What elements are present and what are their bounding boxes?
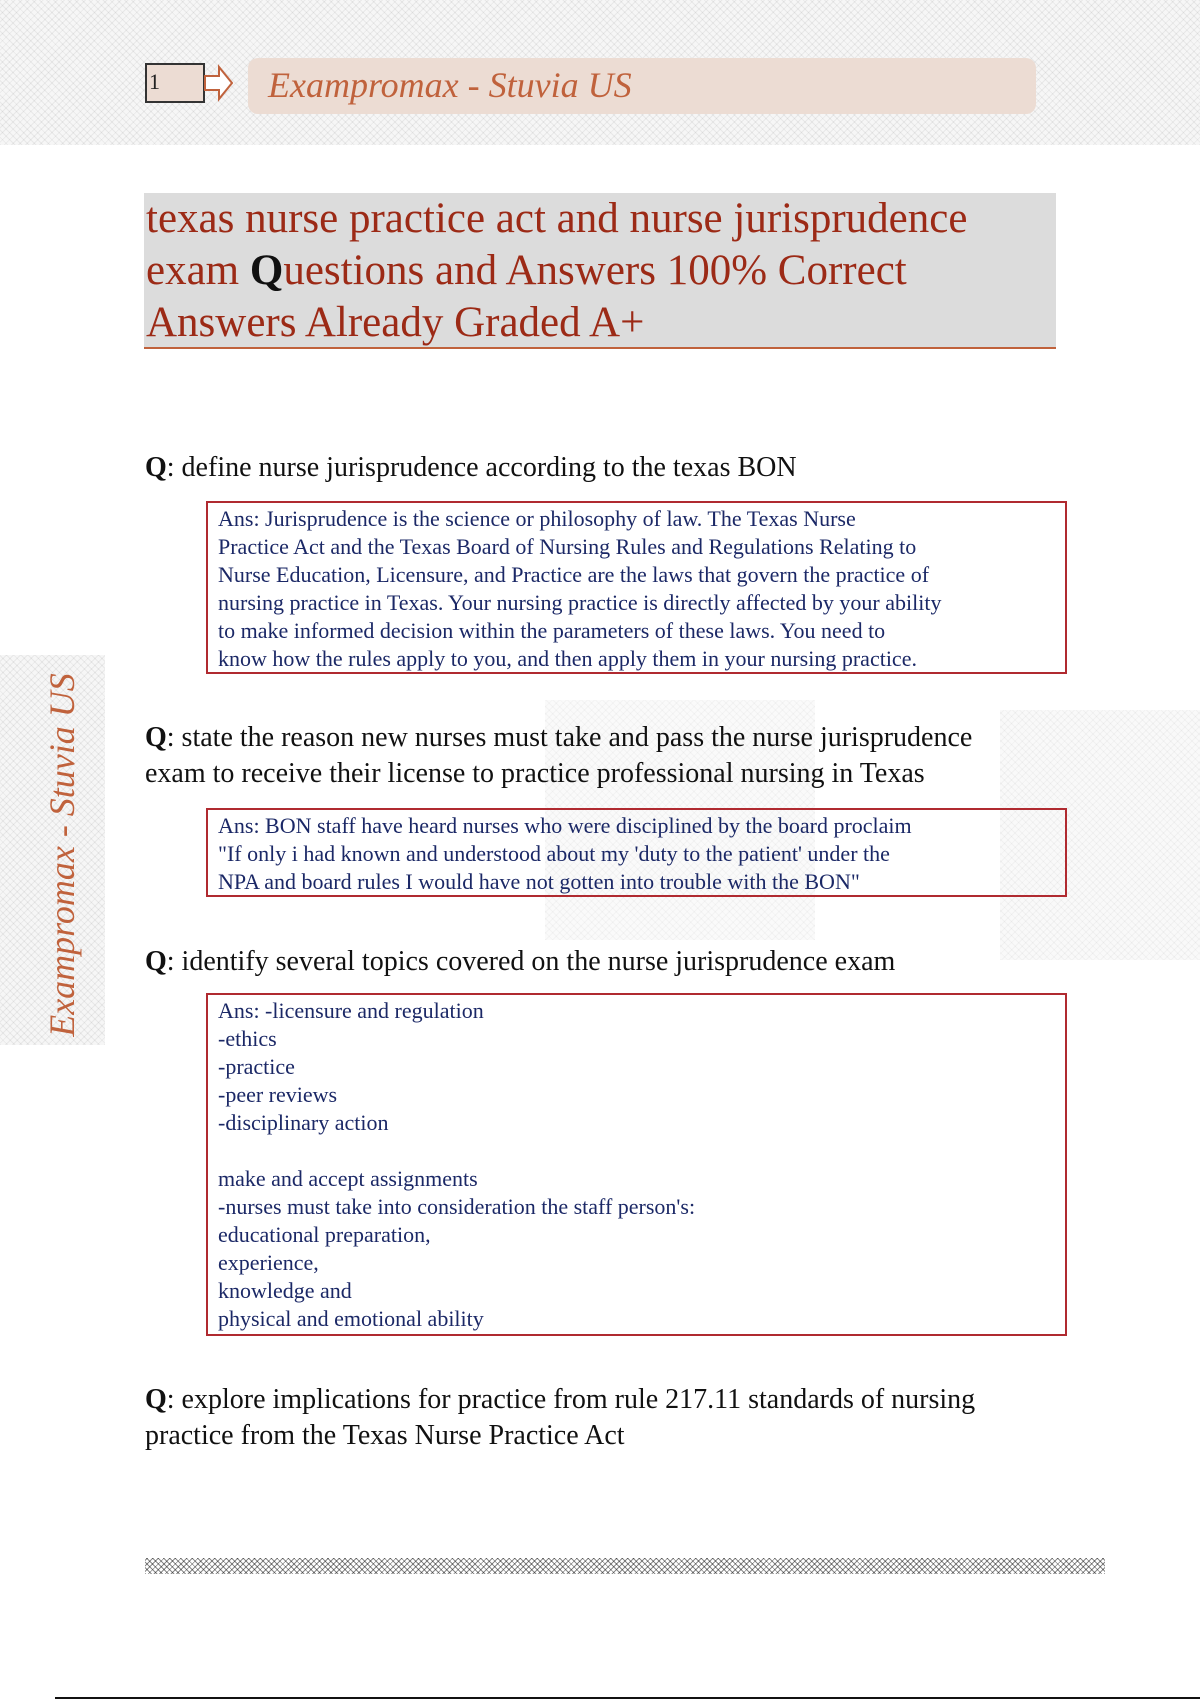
answer-box-2: Ans: BON staff have heard nurses who were disciplined by the board proclaim "If only i had known and understood about my 'duty to the patient' under the NPA and board rules I would have not gotten into trouble with the BON" [206, 808, 1067, 897]
question-text: : state the reason new nurses must take and pass the nurse jurisprudence exam to receive their license to practice professional nursing in Texas [145, 722, 973, 789]
title-line-2-rest: uestions and Answers 100% Correct [283, 247, 907, 294]
footer-divider [145, 1558, 1105, 1574]
question-label: Q [145, 452, 167, 483]
question-label: Q [145, 1384, 167, 1415]
title-line-2-start: exam [146, 247, 250, 294]
document-title [144, 193, 1056, 349]
page-number-arrow [145, 63, 233, 105]
title-bold-letter: Q [249, 247, 284, 294]
title-line-3: Answers Already Graded A+ [146, 299, 645, 346]
question-label: Q [145, 722, 167, 753]
title-line-1: texas nurse practice act and nurse jurisprudence [146, 195, 968, 242]
question-3 [145, 944, 1045, 980]
watermark-text: Exampromax - Stuvia US [42, 673, 82, 1037]
question-text: : identify several topics covered on the nurse jurisprudence exam [166, 946, 896, 977]
question-label: Q [145, 946, 167, 977]
page-bottom-rule [55, 1697, 1200, 1699]
question-2 [145, 720, 1045, 792]
question-1 [145, 450, 1045, 486]
question-4 [145, 1382, 1045, 1454]
header-banner [248, 58, 1036, 114]
question-text: : define nurse jurisprudence according to the texas BON [166, 452, 797, 483]
header-title: Exampromax - Stuvia US [268, 65, 632, 105]
page-number: 1 [149, 69, 160, 94]
title-text [146, 193, 1056, 349]
question-text: : explore implications for practice from rule 217.11 standards of nursing practice from the Texas Nurse Practice Act [145, 1384, 976, 1451]
answer-box-1: Ans: Jurisprudence is the science or philosophy of law. The Texas Nurse Practice Act and the Texas Board of Nursing Rules and Regulations Relating to Nurse Education, Licensure, and Practice are the laws that govern the practice of nursing practice in Texas. Your nursing practice is directly affected by your ability to make informed decision within the parameters of these laws. You need to know how the rules apply to you, and then apply them in your nursing practice. [206, 501, 1067, 674]
answer-box-3: Ans: -licensure and regulation -ethics -practice -peer reviews -disciplinary action make and accept assignments -nurses must take into consideration the staff person's: educational preparation, experience, knowledge and physical and emotional ability [206, 993, 1067, 1336]
